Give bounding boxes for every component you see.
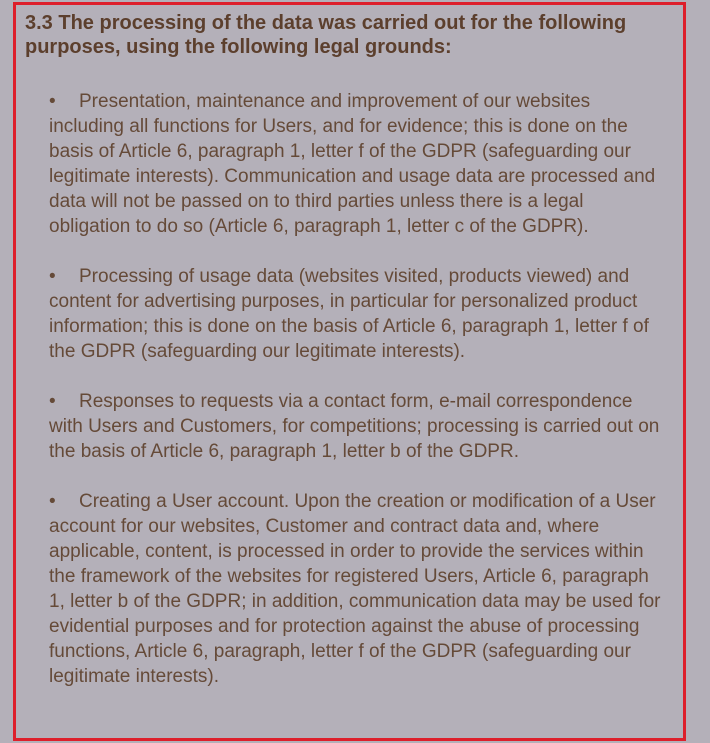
bullet-icon: • [49, 491, 56, 512]
bullet-icon: • [49, 266, 56, 287]
list-item [49, 389, 669, 464]
list-item-text: Processing of usage data (websites visited, products viewed) and content for advertising purposes, in particular for personalized product information; this is done on the basis of Article 6, paragraph 1, letter f of the GDPR (safeguarding our legitimate interests). [49, 266, 649, 362]
bullet-icon: • [49, 391, 56, 412]
bullet-icon: • [49, 91, 56, 112]
list-item-text: Presentation, maintenance and improvement of our websites including all functions for Users, and for evidence; this is done on the basis of Article 6, paragraph 1, letter f of the GDPR (safeguarding our legitimate interests). Communication and usage data are processed and data will not be passed on to third parties unless there is a legal obligation to do so (Article 6, paragraph 1, letter c of the GDPR). [49, 91, 656, 237]
list-item [49, 489, 669, 689]
list-item [49, 89, 669, 239]
purposes-list [49, 89, 669, 714]
list-item [49, 264, 669, 364]
highlight-frame [13, 2, 686, 741]
list-item-text: Responses to requests via a contact form, e-mail correspondence with Users and Customers, for competitions; processing is carried out on the basis of Article 6, paragraph 1, letter b of the GDPR. [49, 391, 660, 462]
section-heading: 3.3 The processing of the data was carried out for the following purposes, using the following legal grounds: [25, 12, 627, 58]
list-item-text: Creating a User account. Upon the creation or modification of a User account for our websites, Customer and contract data and, where applicable, content, is processed in order to provide the services within the framework of the websites for registered Users, Article 6, paragraph 1, letter b of the GDPR; in addition, communication data may be used for evidential purposes and for protection against the abuse of processing functions, Article 6, paragraph, letter f of the GDPR (safeguarding our legitimate interests). [49, 491, 661, 687]
